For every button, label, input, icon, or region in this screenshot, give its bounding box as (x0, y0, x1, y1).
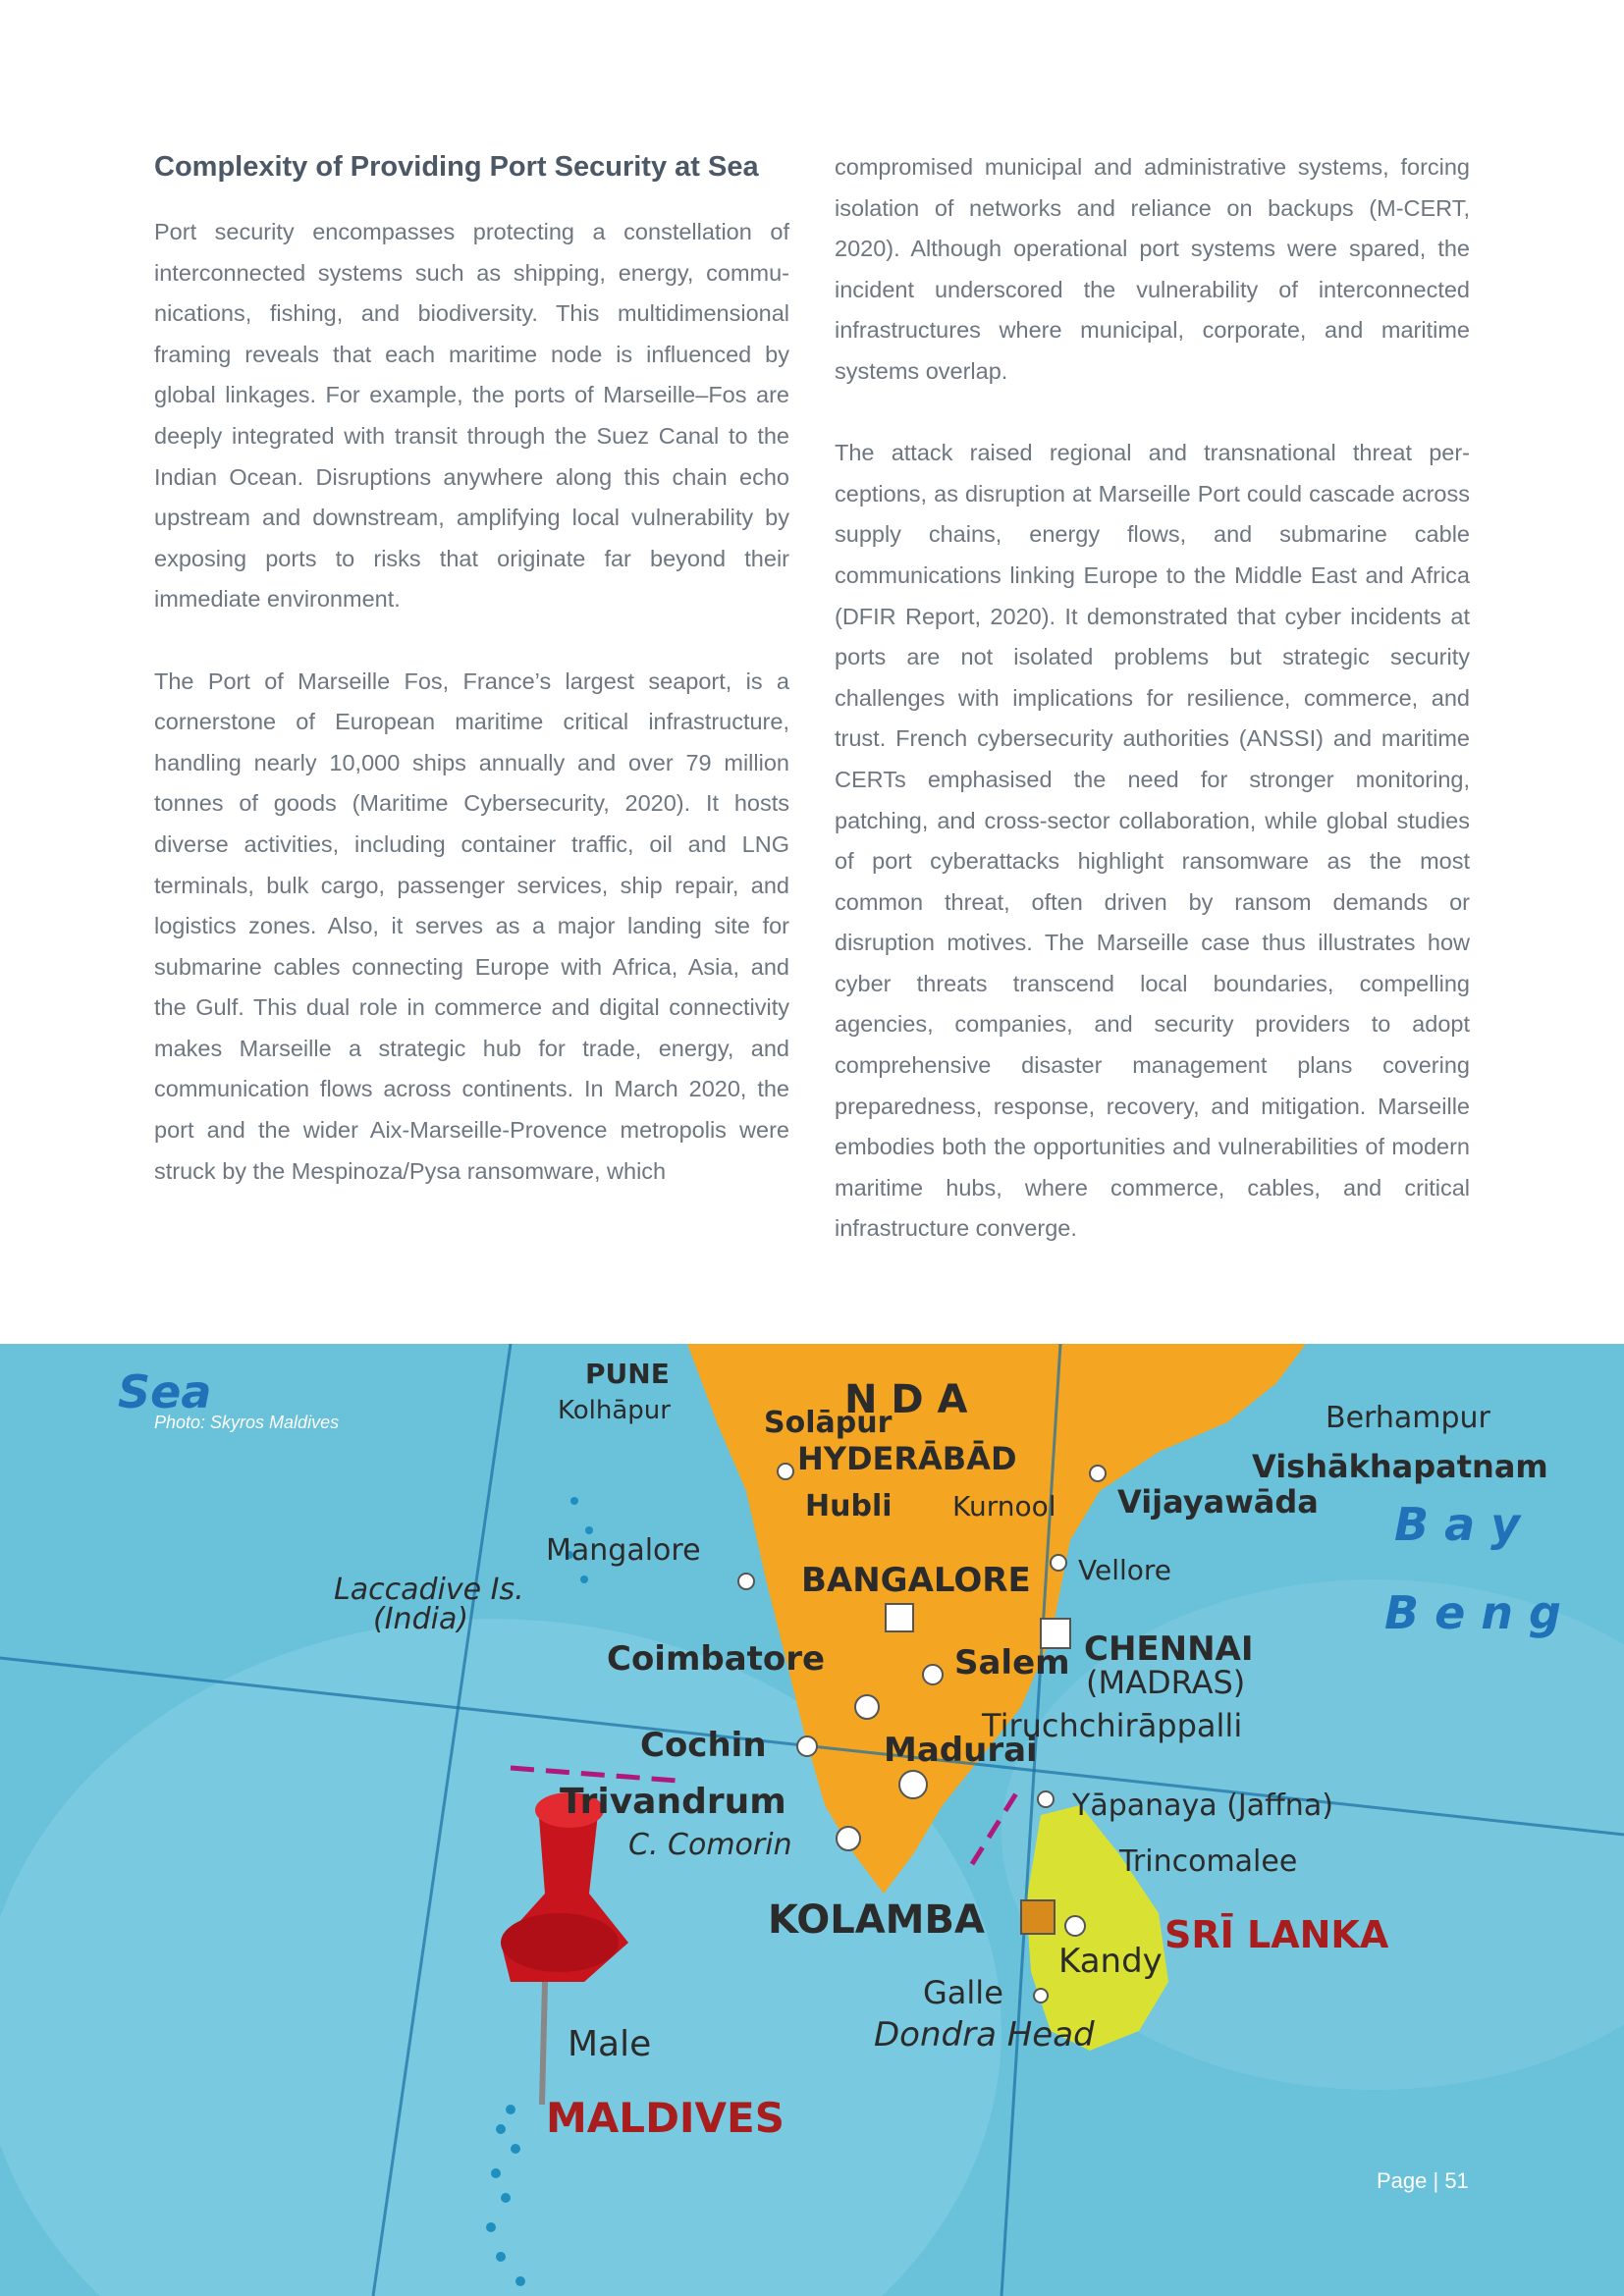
map-label-trincomalee: Trincomalee (1119, 1844, 1298, 1879)
right-column (835, 147, 1470, 1250)
left-column (154, 147, 789, 1192)
map-label-maldives: MALDIVES (546, 2094, 785, 2142)
section-heading: Complexity of Providing Port Security at Sea (154, 151, 759, 183)
map-label-vishakhapatnam: Vishākhapatnam (1252, 1448, 1548, 1485)
map-label-kandy: Kandy (1058, 1942, 1163, 1981)
map-label-india: N D A (844, 1377, 968, 1422)
map-illustration (0, 1344, 1624, 2296)
paragraph: The Port of Marseille Fos, France’s largest seaport, is a cornerstone of European maritime critical infrastructure, handling nearly 10,000 ships annually and over 79 million tonnes of goods (Maritime Cybersecurity, 2020). It hosts diverse activities, including container traffic, oil and LNG terminals, bulk cargo, passenger services, ship repair, and logistics zones. Also, it serves as a major landing site for submarine cables connecting Europe with Africa, Asia, and the Gulf. This dual role in commerce and digital connectivity makes Marseille a strategic hub for trade, energy, and communication flows across continents. In March 2020, the port and the wider Aix-Marseille-Provence metropolis were struck by the Mespinoza/Pysa ransomware, which (154, 667, 789, 1184)
map-label-trivandrum: Trivandrum (560, 1782, 786, 1822)
map-label-laccadive-india: (India) (373, 1602, 469, 1636)
photo-credit: Photo: Skyros Maldives (154, 1413, 340, 1432)
map-label-hyderabad: HYDERĀBĀD (797, 1440, 1017, 1477)
paragraph: Port security encompasses protecting a constellation of interconnected systems such as shipping, energy, communications, fishing, and biodiversity. This multidimensional framing reveals that each maritime node is influenced by global linkages. For example, the ports of Marseille–Fos are deeply integrated with transit through the Suez Canal to the Indian Ocean. Disruptions anywhere along this chain echo upstream and downstream, amplifying local vulnerability by exposing ports to risks that originate far beyond their immediate environment. (154, 219, 789, 613)
paragraph: compromised municipal and administrative systems, forcing isolation of networks and reliance on backups (M-CERT, 2020). Although operational port systems were spared, the incident underscored the vulnerability of interconnected infrastructures where municipal, corporate, and maritime systems overlap. (835, 154, 1470, 384)
map-label-madras: (MADRAS) (1086, 1664, 1246, 1701)
map-label-solapur: Solāpur (764, 1406, 893, 1440)
map-label-cochin: Cochin (640, 1726, 767, 1765)
map-label-galle: Galle (923, 1974, 1003, 2011)
map-label-bay: B a y (1394, 1498, 1521, 1551)
map-label-dondra-head: Dondra Head (874, 2015, 1095, 2055)
map-label-madurai: Madurai (884, 1731, 1038, 1770)
map-label-laccadive: Laccadive Is. (334, 1573, 524, 1607)
page-number: Page | 51 (1377, 2168, 1469, 2193)
map-label-male: Male (568, 2024, 652, 2064)
map-label-sea: Sea (118, 1365, 212, 1418)
map-label-jaffna: Yāpanaya (Jaffna) (1072, 1789, 1333, 1823)
map-label-hubli: Hubli (805, 1489, 893, 1523)
map-label-berhampur: Berhampur (1326, 1401, 1490, 1435)
map-label-vellore: Vellore (1078, 1554, 1172, 1586)
map-label-bangalore: BANGALORE (801, 1561, 1031, 1600)
map-photo (0, 1344, 1624, 2296)
map-label-salem: Salem (954, 1643, 1070, 1682)
paragraph: The attack raised regional and transnational threat perceptions, as disruption at Marseille Port could cascade across supply chains, energy flows, and submarine cable communications linking Europe to the Middle East and Africa (DFIR Report, 2020). It demonstrated that cyber incidents at ports are not isolated problems but strategic security challenges with implications for resilience, commerce, and trust. French cybersecurity authorities (ANSSI) and maritime CERTs emphasised the need for stronger monitoring, patching, and cross-sector collaboration, while global studies of port cyberattacks highlight ransomware as the most common threat, often driven by ransom demands or disruption motives. The Marseille case thus illustrates how cyber threats transcend local boundaries, compelling agencies, companies, and security providers to adopt comprehensive disaster management plans covering preparedness, response, recovery, and mitigation. Marseille embodies both the opportunities and vulnerabilities of modern maritime hubs, where commerce, cables, and critical infrastructure converge. (835, 440, 1470, 1242)
map-label-kurnool: Kurnool (952, 1490, 1056, 1522)
map-label-coimbatore: Coimbatore (607, 1639, 826, 1679)
map-label-kolamba: KOLAMBA (768, 1897, 985, 1943)
map-label-comorin: C. Comorin (628, 1828, 792, 1862)
map-label-sri-lanka: SRĪ LANKA (1164, 1913, 1389, 1956)
map-label-tiruchchirappalli: Tiruchchirāppalli (982, 1707, 1243, 1744)
map-label-chennai: CHENNAI (1084, 1629, 1254, 1669)
map-label-mangalore: Mangalore (546, 1533, 701, 1568)
map-label-kolhapur: Kolhāpur (558, 1396, 671, 1425)
map-label-bengal: B e n g (1384, 1586, 1561, 1639)
map-label-vijayawada: Vijayawāda (1117, 1483, 1319, 1521)
map-label-pune: PUNE (585, 1358, 670, 1390)
